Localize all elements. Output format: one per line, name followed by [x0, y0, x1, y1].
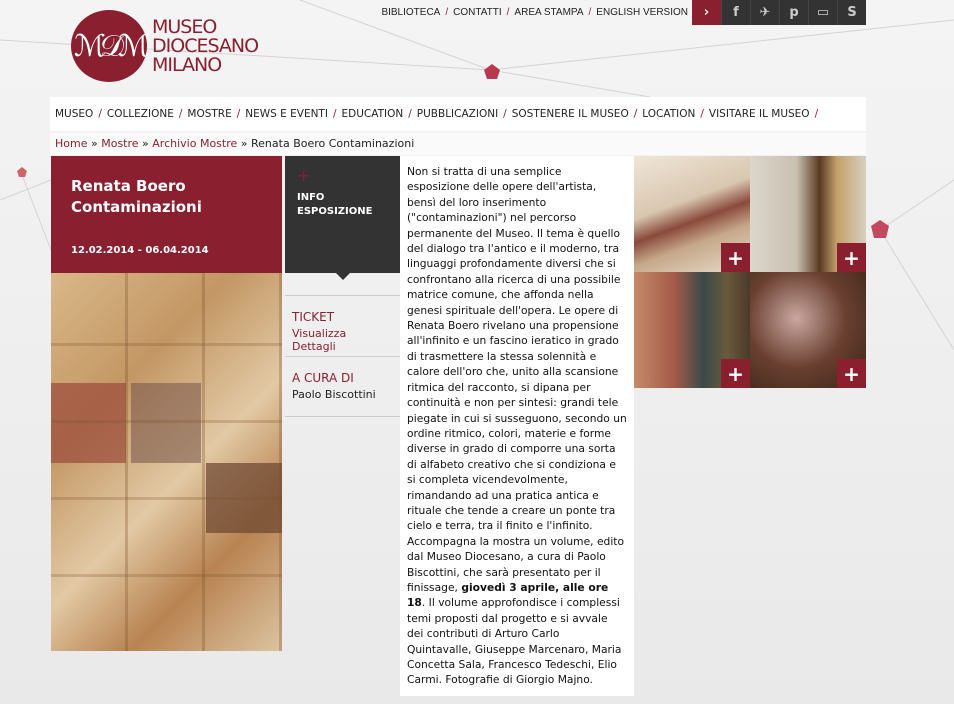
link-biblioteca[interactable]: BIBLIOTECA	[381, 7, 441, 18]
gallery-image[interactable]	[750, 272, 866, 388]
exhibition-description	[400, 156, 634, 696]
nav-sostenere[interactable]: SOSTENERE IL MUSEO	[511, 108, 629, 120]
description-text: Non si tratta di una semplice esposizione delle opere dell'artista, bensì del loro inserimento ("contaminazioni") nel percorso permanente del Museo. Il tema è quello del dialogo tra l'antico e il moderno, tra linguaggi profondamente diversi che si confrontano alla ricerca di una possibile matrice comune, che affonda nella genesi spirituale dell'opera. Le opere di Renata Boero rivelano una propensione all'infinito e un fascino ieratico in grado di trasmettere la stessa solennità e calore dell'oro che, unito alla scansione ritmica del racconto, si dipana per continuità e non per sintesi: grandi tele piegate in cui si susseguono, secondo un ordine ritmico, colori, materie e forme diverse in grado di comporre una sorta di alfabeto creativo che si condiziona e si completa vicendevolmente, rimandando ad una pratica antica e rituale che tende a creare un ponte tra cielo e terra, tra il finito e l'infinito. Accompagna la mostra un volume, edito dal Museo Diocesano, a cura di Paolo Biscottini, che sarà presentato per il finissage,	[407, 165, 627, 594]
exhibition-title: Renata Boero Contaminazioni	[71, 177, 202, 216]
breadcrumb-current: Renata Boero Contaminazioni	[251, 137, 415, 150]
exhibition-dates: 12.02.2014 - 06.04.2014	[71, 245, 209, 256]
gallery-image[interactable]	[750, 156, 866, 272]
ticket-details-link[interactable]: Visualizza Dettagli	[292, 327, 347, 353]
curator-section	[285, 356, 400, 417]
nav-location[interactable]: LOCATION	[642, 108, 696, 120]
nav-museo[interactable]: MUSEO	[55, 108, 94, 120]
youtube-icon[interactable]: ▭	[808, 0, 837, 25]
nav-news-e-eventi[interactable]: NEWS E EVENTI	[245, 108, 328, 120]
exhibition-header	[51, 156, 282, 273]
gallery-image[interactable]	[634, 156, 750, 272]
nav-education[interactable]: EDUCATION	[341, 108, 404, 120]
social-bar	[692, 0, 866, 25]
issuu-icon[interactable]: S	[837, 0, 866, 25]
gallery-image[interactable]	[634, 272, 750, 388]
plus-icon[interactable]: +	[837, 359, 866, 388]
plus-icon[interactable]: +	[721, 243, 750, 272]
breadcrumb-archivio[interactable]: Archivio Mostre	[152, 137, 238, 150]
curator-name: Paolo Biscottini	[292, 388, 376, 401]
breadcrumb-mostre[interactable]: Mostre	[101, 137, 139, 150]
info-label: INFO ESPOSIZIONE	[297, 192, 373, 217]
exhibition-artwork-image	[51, 273, 282, 651]
plus-icon: +	[297, 166, 311, 185]
image-gallery	[634, 156, 866, 388]
description-highlight: giovedì 3 aprile, alle ore 18	[407, 580, 609, 610]
nav-mostre[interactable]: MOSTRE	[187, 108, 232, 120]
nav-collezione[interactable]: COLLEZIONE	[106, 108, 174, 120]
logo-monogram: ℳ𝒟ℳ	[71, 10, 147, 82]
link-english-version[interactable]: ENGLISH VERSION	[596, 7, 688, 18]
twitter-icon[interactable]: ✈	[750, 0, 779, 25]
breadcrumb-home[interactable]: Home	[55, 137, 88, 150]
logo-text: DIOCESANO	[152, 34, 259, 57]
ticket-heading: TICKET	[292, 310, 335, 324]
facebook-icon[interactable]: f	[721, 0, 750, 25]
logo-text: MILANO	[152, 53, 222, 76]
museum-logo[interactable]	[71, 10, 258, 82]
pinterest-icon[interactable]: p	[779, 0, 808, 25]
curator-heading: A CURA DI	[292, 371, 354, 385]
info-esposizione-button[interactable]	[285, 156, 400, 273]
top-links: BIBLIOTECA / CONTATTI / AREA STAMPA / ENGLISH VERSION	[381, 7, 688, 18]
plus-icon[interactable]: +	[837, 243, 866, 272]
main-nav: MUSEO / COLLEZIONE / MOSTRE / NEWS E EVENTI / EDUCATION / PUBBLICAZIONI / SOSTENERE IL MUSEO / LOCATION / VISITARE IL MUSEO /	[50, 97, 866, 131]
breadcrumb: Home » Mostre » Archivio Mostre » Renata Boero Contaminazioni	[50, 133, 866, 155]
plus-icon[interactable]: +	[721, 359, 750, 388]
link-contatti[interactable]: CONTATTI	[453, 7, 502, 18]
description-text: . Il volume approfondisce i complessi temi proposti dal progetto e si avvale dei contributi di Arturo Carlo Quintavalle, Giuseppe Marcenaro, Maria Concetta Sala, Francesco Tedeschi, Elio Carmi. Fotografie di Giorgio Majno.	[407, 596, 622, 687]
pointer-triangle	[336, 273, 350, 280]
logo-text: MUSEO	[152, 15, 217, 38]
nav-visitare[interactable]: VISITARE IL MUSEO	[708, 108, 810, 120]
chevron-right-icon[interactable]: ›	[692, 0, 721, 25]
link-area-stampa[interactable]: AREA STAMPA	[514, 7, 584, 18]
nav-pubblicazioni[interactable]: PUBBLICAZIONI	[416, 108, 499, 120]
